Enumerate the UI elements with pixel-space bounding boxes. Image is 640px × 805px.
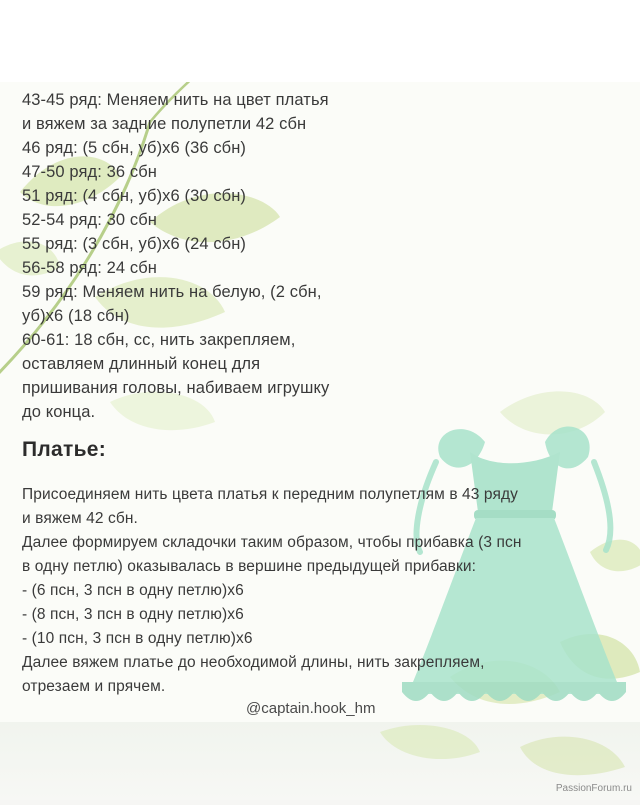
dress-instruction-line: Далее формируем складочки таким образом, чтобы прибавка (3 псн [22, 534, 522, 551]
top-band [0, 0, 640, 82]
instruction-line: 43-45 ряд: Меняем нить на цвет платья [22, 91, 329, 109]
instruction-line: 52-54 ряд: 30 сбн [22, 211, 157, 229]
instruction-line: 60-61: 18 сбн, сс, нить закрепляем, [22, 331, 296, 349]
leaf [500, 391, 605, 434]
instruction-line: 59 ряд: Меняем нить на белую, (2 сбн, [22, 283, 322, 301]
instruction-line: 55 ряд: (3 сбн, уб)х6 (24 сбн) [22, 235, 247, 253]
instruction-line: 46 ряд: (5 сбн, уб)х6 (36 сбн) [22, 139, 247, 157]
dress-instruction-line: и вяжем 42 сбн. [22, 510, 138, 527]
leaf [590, 540, 640, 572]
dress-instruction-line: - (8 псн, 3 псн в одну петлю)х6 [22, 606, 244, 623]
instruction-line: уб)х6 (18 сбн) [22, 307, 130, 325]
instruction-line: пришивания головы, набиваем игрушку [22, 379, 330, 397]
leaf [520, 737, 625, 776]
leaf [380, 725, 480, 759]
site-watermark: PassionForum.ru [555, 783, 632, 794]
instruction-line: 51 ряд: (4 сбн, уб)х6 (30 сбн) [22, 187, 247, 205]
bottom-band [0, 722, 640, 800]
dress-arm-right [594, 462, 610, 550]
dress-instruction-line: в одну петлю) оказывалась в вершине предыдущей прибавки: [22, 558, 477, 575]
instruction-line: оставляем длинный конец для [22, 355, 261, 373]
dress-instruction-line: Присоединяем нить цвета платья к передним полупетлям в 43 ряду [22, 486, 518, 503]
instruction-line: и вяжем за задние полупетли 42 сбн [22, 115, 307, 133]
section-heading-dress: Платье: [22, 438, 107, 461]
dress-instruction-line: отрезаем и прячем. [22, 678, 166, 695]
instruction-line: до конца. [22, 403, 96, 421]
instruction-line: 47-50 ряд: 36 сбн [22, 163, 157, 181]
dress-instruction-line: - (6 псн, 3 псн в одну петлю)х6 [22, 582, 244, 599]
dress-instruction-line: - (10 псн, 3 псн в одну петлю)х6 [22, 630, 253, 647]
dress-instruction-line: Далее вяжем платье до необходимой длины, нить закрепляем, [22, 654, 485, 671]
bottom-leaves [0, 722, 640, 800]
instruction-line: 56-58 ряд: 24 сбн [22, 259, 157, 277]
author-credit: @captain.hook_hm [246, 700, 376, 717]
recipe-card [0, 82, 640, 722]
